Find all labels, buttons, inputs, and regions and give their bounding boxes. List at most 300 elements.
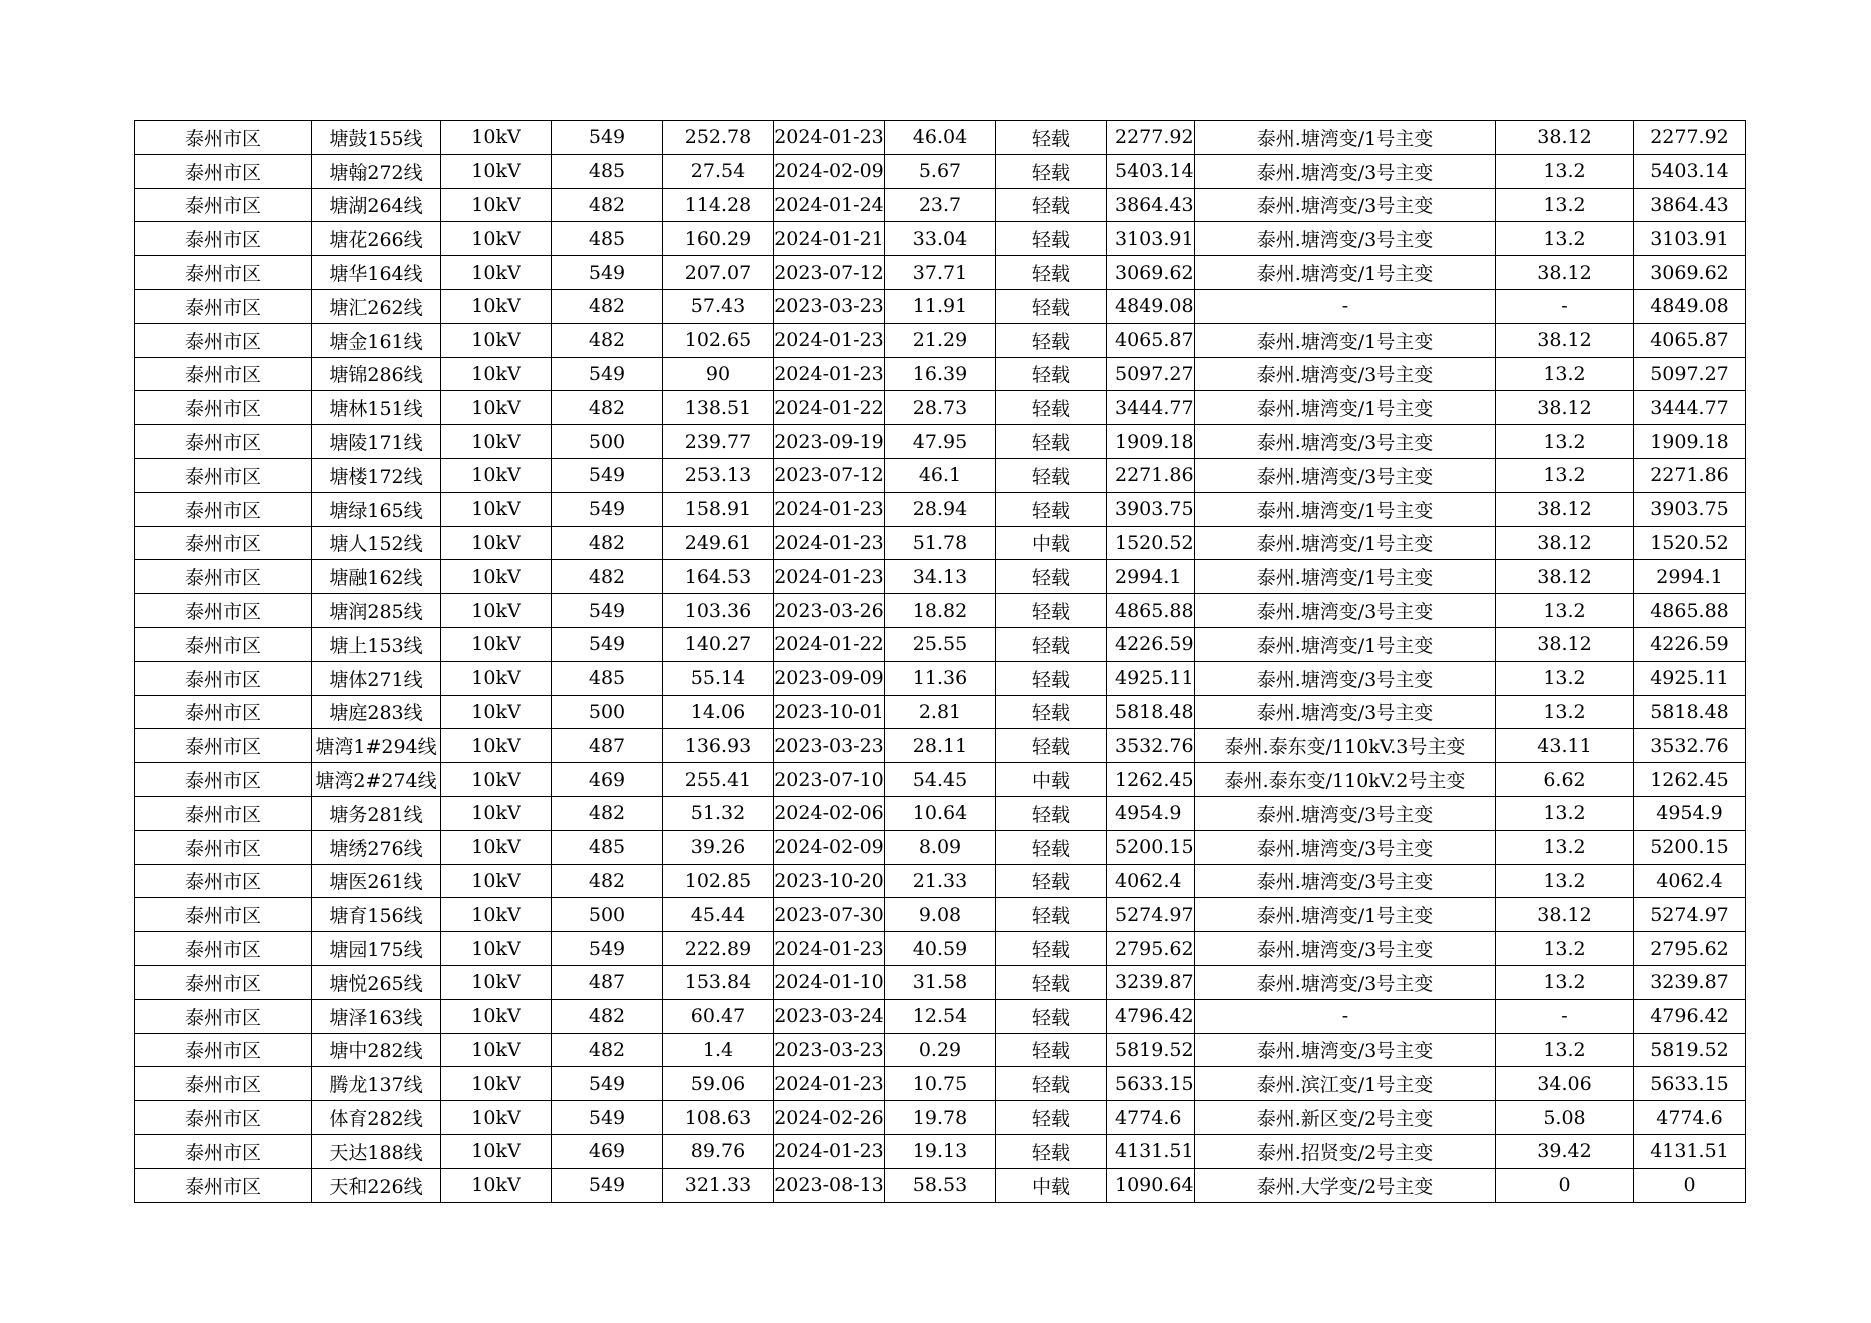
date-cell: 2023-09-19: [774, 425, 885, 459]
transformer-rate-cell: 13.2: [1496, 357, 1634, 391]
region-cell: 泰州市区: [135, 695, 312, 729]
load-rate-cell: 33.04: [885, 222, 996, 256]
region-cell: 泰州市区: [135, 830, 312, 864]
transformer-cell: 泰州.塘湾变/3号主变: [1195, 864, 1496, 898]
table-row: [135, 458, 1746, 492]
date-cell: 2023-07-30: [774, 898, 885, 932]
voltage-cell: 10kV: [441, 323, 552, 357]
date-cell: 2024-01-23: [774, 1067, 885, 1101]
transformer-rate-cell: 5.08: [1496, 1101, 1634, 1135]
available-capacity-cell: 4131.51: [1634, 1134, 1746, 1168]
rated-current-cell: 549: [552, 458, 663, 492]
transformer-cell: 泰州.塘湾变/3号主变: [1195, 425, 1496, 459]
transformer-rate-cell: 38.12: [1496, 898, 1634, 932]
transformer-rate-cell: 13.2: [1496, 661, 1634, 695]
capacity-cell: 3903.75: [1107, 492, 1195, 526]
load-rate-cell: 21.29: [885, 323, 996, 357]
load-status-cell: 轻载: [996, 661, 1107, 695]
transformer-cell: 泰州.塘湾变/1号主变: [1195, 121, 1496, 155]
rated-current-cell: 485: [552, 222, 663, 256]
line-name-cell: 塘园175线: [312, 932, 441, 966]
capacity-cell: 5633.15: [1107, 1067, 1195, 1101]
transformer-cell: 泰州.滨江变/1号主变: [1195, 1067, 1496, 1101]
rated-current-cell: 482: [552, 391, 663, 425]
line-name-cell: 塘人152线: [312, 526, 441, 560]
table-row: [135, 695, 1746, 729]
region-cell: 泰州市区: [135, 729, 312, 763]
available-capacity-cell: 2271.86: [1634, 458, 1746, 492]
current-cell: 14.06: [663, 695, 774, 729]
table-row: [135, 289, 1746, 323]
voltage-cell: 10kV: [441, 425, 552, 459]
table-row: [135, 256, 1746, 290]
current-cell: 321.33: [663, 1168, 774, 1202]
transformer-cell: 泰州.塘湾变/3号主变: [1195, 222, 1496, 256]
available-capacity-cell: 5274.97: [1634, 898, 1746, 932]
line-name-cell: 塘绿165线: [312, 492, 441, 526]
rated-current-cell: 485: [552, 830, 663, 864]
table-row: [135, 425, 1746, 459]
transformer-cell: 泰州.塘湾变/3号主变: [1195, 154, 1496, 188]
voltage-cell: 10kV: [441, 560, 552, 594]
load-rate-cell: 25.55: [885, 627, 996, 661]
transformer-rate-cell: 13.2: [1496, 864, 1634, 898]
load-rate-cell: 34.13: [885, 560, 996, 594]
region-cell: 泰州市区: [135, 864, 312, 898]
date-cell: 2023-03-23: [774, 289, 885, 323]
table-row: [135, 391, 1746, 425]
date-cell: 2023-09-09: [774, 661, 885, 695]
date-cell: 2024-01-23: [774, 526, 885, 560]
load-status-cell: 轻载: [996, 1067, 1107, 1101]
capacity-cell: 3532.76: [1107, 729, 1195, 763]
current-cell: 207.07: [663, 256, 774, 290]
table-row: [135, 121, 1746, 155]
voltage-cell: 10kV: [441, 932, 552, 966]
date-cell: 2024-02-09: [774, 830, 885, 864]
region-cell: 泰州市区: [135, 796, 312, 830]
voltage-cell: 10kV: [441, 627, 552, 661]
capacity-cell: 3103.91: [1107, 222, 1195, 256]
current-cell: 27.54: [663, 154, 774, 188]
capacity-cell: 3444.77: [1107, 391, 1195, 425]
voltage-cell: 10kV: [441, 796, 552, 830]
load-status-cell: 轻载: [996, 864, 1107, 898]
load-rate-cell: 40.59: [885, 932, 996, 966]
transformer-rate-cell: 13.2: [1496, 1033, 1634, 1067]
region-cell: 泰州市区: [135, 965, 312, 999]
date-cell: 2023-07-12: [774, 458, 885, 492]
line-name-cell: 天和226线: [312, 1168, 441, 1202]
voltage-cell: 10kV: [441, 357, 552, 391]
capacity-cell: 4954.9: [1107, 796, 1195, 830]
region-cell: 泰州市区: [135, 560, 312, 594]
line-name-cell: 塘湾2#274线: [312, 763, 441, 797]
available-capacity-cell: 3903.75: [1634, 492, 1746, 526]
voltage-cell: 10kV: [441, 222, 552, 256]
voltage-cell: 10kV: [441, 1134, 552, 1168]
current-cell: 59.06: [663, 1067, 774, 1101]
current-cell: 108.63: [663, 1101, 774, 1135]
load-status-cell: 轻载: [996, 289, 1107, 323]
table-row: [135, 594, 1746, 628]
date-cell: 2024-01-22: [774, 627, 885, 661]
line-name-cell: 体育282线: [312, 1101, 441, 1135]
line-name-cell: 塘润285线: [312, 594, 441, 628]
table-row: [135, 864, 1746, 898]
region-cell: 泰州市区: [135, 1033, 312, 1067]
current-cell: 239.77: [663, 425, 774, 459]
load-status-cell: 轻载: [996, 830, 1107, 864]
line-name-cell: 天达188线: [312, 1134, 441, 1168]
load-status-cell: 轻载: [996, 188, 1107, 222]
rated-current-cell: 549: [552, 492, 663, 526]
current-cell: 103.36: [663, 594, 774, 628]
load-rate-cell: 51.78: [885, 526, 996, 560]
transformer-cell: 泰州.塘湾变/1号主变: [1195, 560, 1496, 594]
voltage-cell: 10kV: [441, 999, 552, 1033]
region-cell: 泰州市区: [135, 154, 312, 188]
date-cell: 2024-02-26: [774, 1101, 885, 1135]
voltage-cell: 10kV: [441, 763, 552, 797]
load-rate-cell: 28.94: [885, 492, 996, 526]
line-name-cell: 塘上153线: [312, 627, 441, 661]
transformer-cell: 泰州.塘湾变/1号主变: [1195, 391, 1496, 425]
current-cell: 57.43: [663, 289, 774, 323]
voltage-cell: 10kV: [441, 256, 552, 290]
available-capacity-cell: 3069.62: [1634, 256, 1746, 290]
load-status-cell: 轻载: [996, 458, 1107, 492]
load-rate-cell: 46.04: [885, 121, 996, 155]
line-name-cell: 塘育156线: [312, 898, 441, 932]
table-row: [135, 526, 1746, 560]
voltage-cell: 10kV: [441, 458, 552, 492]
load-rate-cell: 10.75: [885, 1067, 996, 1101]
load-rate-cell: 8.09: [885, 830, 996, 864]
transformer-rate-cell: 13.2: [1496, 594, 1634, 628]
region-cell: 泰州市区: [135, 492, 312, 526]
current-cell: 45.44: [663, 898, 774, 932]
transformer-rate-cell: 13.2: [1496, 458, 1634, 492]
available-capacity-cell: 3532.76: [1634, 729, 1746, 763]
date-cell: 2023-03-26: [774, 594, 885, 628]
available-capacity-cell: 1520.52: [1634, 526, 1746, 560]
date-cell: 2023-03-24: [774, 999, 885, 1033]
line-name-cell: 塘华164线: [312, 256, 441, 290]
current-cell: 102.85: [663, 864, 774, 898]
region-cell: 泰州市区: [135, 594, 312, 628]
date-cell: 2024-01-23: [774, 932, 885, 966]
line-name-cell: 塘泽163线: [312, 999, 441, 1033]
rated-current-cell: 469: [552, 763, 663, 797]
line-name-cell: 塘务281线: [312, 796, 441, 830]
available-capacity-cell: 1262.45: [1634, 763, 1746, 797]
transformer-rate-cell: 13.2: [1496, 830, 1634, 864]
rated-current-cell: 549: [552, 627, 663, 661]
load-status-cell: 轻载: [996, 425, 1107, 459]
available-capacity-cell: 3864.43: [1634, 188, 1746, 222]
transformer-rate-cell: 6.62: [1496, 763, 1634, 797]
table-row: [135, 965, 1746, 999]
line-name-cell: 塘湖264线: [312, 188, 441, 222]
load-rate-cell: 28.11: [885, 729, 996, 763]
region-cell: 泰州市区: [135, 1134, 312, 1168]
rated-current-cell: 482: [552, 1033, 663, 1067]
load-status-cell: 轻载: [996, 796, 1107, 830]
region-cell: 泰州市区: [135, 1168, 312, 1202]
load-status-cell: 轻载: [996, 932, 1107, 966]
available-capacity-cell: 5097.27: [1634, 357, 1746, 391]
load-status-cell: 中载: [996, 526, 1107, 560]
capacity-cell: 1262.45: [1107, 763, 1195, 797]
transformer-rate-cell: 38.12: [1496, 323, 1634, 357]
date-cell: 2024-01-23: [774, 121, 885, 155]
region-cell: 泰州市区: [135, 391, 312, 425]
date-cell: 2024-01-22: [774, 391, 885, 425]
available-capacity-cell: 4796.42: [1634, 999, 1746, 1033]
transformer-cell: 泰州.塘湾变/3号主变: [1195, 965, 1496, 999]
load-rate-cell: 18.82: [885, 594, 996, 628]
region-cell: 泰州市区: [135, 357, 312, 391]
transformer-rate-cell: 0: [1496, 1168, 1634, 1202]
date-cell: 2023-03-23: [774, 729, 885, 763]
available-capacity-cell: 4925.11: [1634, 661, 1746, 695]
load-status-cell: 轻载: [996, 121, 1107, 155]
rated-current-cell: 500: [552, 425, 663, 459]
load-rate-cell: 23.7: [885, 188, 996, 222]
rated-current-cell: 549: [552, 1168, 663, 1202]
capacity-cell: 1520.52: [1107, 526, 1195, 560]
current-cell: 153.84: [663, 965, 774, 999]
load-rate-cell: 37.71: [885, 256, 996, 290]
rated-current-cell: 482: [552, 289, 663, 323]
load-rate-cell: 16.39: [885, 357, 996, 391]
transformer-rate-cell: 13.2: [1496, 932, 1634, 966]
voltage-cell: 10kV: [441, 695, 552, 729]
voltage-cell: 10kV: [441, 898, 552, 932]
load-rate-cell: 2.81: [885, 695, 996, 729]
capacity-cell: 4925.11: [1107, 661, 1195, 695]
rated-current-cell: 482: [552, 560, 663, 594]
current-cell: 1.4: [663, 1033, 774, 1067]
voltage-cell: 10kV: [441, 594, 552, 628]
rated-current-cell: 487: [552, 729, 663, 763]
transformer-rate-cell: -: [1496, 999, 1634, 1033]
table-row: [135, 898, 1746, 932]
table-row: [135, 627, 1746, 661]
table-row: [135, 492, 1746, 526]
load-rate-cell: 46.1: [885, 458, 996, 492]
line-name-cell: 塘金161线: [312, 323, 441, 357]
transformer-cell: 泰州.塘湾变/1号主变: [1195, 627, 1496, 661]
rated-current-cell: 549: [552, 121, 663, 155]
current-cell: 255.41: [663, 763, 774, 797]
date-cell: 2023-08-13: [774, 1168, 885, 1202]
capacity-cell: 4796.42: [1107, 999, 1195, 1033]
date-cell: 2023-10-01: [774, 695, 885, 729]
rated-current-cell: 485: [552, 661, 663, 695]
line-name-cell: 塘中282线: [312, 1033, 441, 1067]
transformer-rate-cell: 38.12: [1496, 492, 1634, 526]
current-cell: 138.51: [663, 391, 774, 425]
load-rate-cell: 5.67: [885, 154, 996, 188]
capacity-cell: 4849.08: [1107, 289, 1195, 323]
transformer-cell: 泰州.大学变/2号主变: [1195, 1168, 1496, 1202]
transformer-rate-cell: 38.12: [1496, 121, 1634, 155]
capacity-cell: 2994.1: [1107, 560, 1195, 594]
region-cell: 泰州市区: [135, 526, 312, 560]
region-cell: 泰州市区: [135, 898, 312, 932]
capacity-cell: 2271.86: [1107, 458, 1195, 492]
table-row: [135, 661, 1746, 695]
date-cell: 2024-01-23: [774, 492, 885, 526]
current-cell: 164.53: [663, 560, 774, 594]
line-name-cell: 塘锦286线: [312, 357, 441, 391]
table-row: [135, 323, 1746, 357]
transformer-rate-cell: 38.12: [1496, 256, 1634, 290]
table-row: [135, 729, 1746, 763]
rated-current-cell: 487: [552, 965, 663, 999]
capacity-cell: 2277.92: [1107, 121, 1195, 155]
transformer-rate-cell: 13.2: [1496, 154, 1634, 188]
region-cell: 泰州市区: [135, 1067, 312, 1101]
voltage-cell: 10kV: [441, 1168, 552, 1202]
table-body: [135, 121, 1746, 1203]
available-capacity-cell: 5818.48: [1634, 695, 1746, 729]
current-cell: 136.93: [663, 729, 774, 763]
load-table: [134, 120, 1746, 1203]
voltage-cell: 10kV: [441, 864, 552, 898]
load-status-cell: 轻载: [996, 999, 1107, 1033]
available-capacity-cell: 5200.15: [1634, 830, 1746, 864]
voltage-cell: 10kV: [441, 830, 552, 864]
transformer-rate-cell: -: [1496, 289, 1634, 323]
available-capacity-cell: 2994.1: [1634, 560, 1746, 594]
current-cell: 90: [663, 357, 774, 391]
rated-current-cell: 469: [552, 1134, 663, 1168]
current-cell: 252.78: [663, 121, 774, 155]
load-status-cell: 轻载: [996, 695, 1107, 729]
load-status-cell: 轻载: [996, 222, 1107, 256]
voltage-cell: 10kV: [441, 289, 552, 323]
line-name-cell: 塘鼓155线: [312, 121, 441, 155]
current-cell: 39.26: [663, 830, 774, 864]
capacity-cell: 4065.87: [1107, 323, 1195, 357]
rated-current-cell: 549: [552, 1067, 663, 1101]
load-status-cell: 轻载: [996, 323, 1107, 357]
capacity-cell: 5200.15: [1107, 830, 1195, 864]
capacity-cell: 1090.64: [1107, 1168, 1195, 1202]
available-capacity-cell: 0: [1634, 1168, 1746, 1202]
transformer-cell: 泰州.塘湾变/3号主变: [1195, 1033, 1496, 1067]
region-cell: 泰州市区: [135, 458, 312, 492]
date-cell: 2024-01-23: [774, 323, 885, 357]
transformer-rate-cell: 43.11: [1496, 729, 1634, 763]
transformer-rate-cell: 34.06: [1496, 1067, 1634, 1101]
rated-current-cell: 482: [552, 323, 663, 357]
available-capacity-cell: 2277.92: [1634, 121, 1746, 155]
capacity-cell: 1909.18: [1107, 425, 1195, 459]
load-status-cell: 轻载: [996, 560, 1107, 594]
date-cell: 2023-07-10: [774, 763, 885, 797]
current-cell: 160.29: [663, 222, 774, 256]
rated-current-cell: 482: [552, 526, 663, 560]
load-rate-cell: 19.13: [885, 1134, 996, 1168]
line-name-cell: 塘汇262线: [312, 289, 441, 323]
line-name-cell: 腾龙137线: [312, 1067, 441, 1101]
transformer-cell: 泰州.塘湾变/3号主变: [1195, 357, 1496, 391]
transformer-cell: 泰州.塘湾变/1号主变: [1195, 256, 1496, 290]
transformer-rate-cell: 13.2: [1496, 222, 1634, 256]
line-name-cell: 塘医261线: [312, 864, 441, 898]
rated-current-cell: 482: [552, 796, 663, 830]
rated-current-cell: 485: [552, 154, 663, 188]
current-cell: 55.14: [663, 661, 774, 695]
voltage-cell: 10kV: [441, 526, 552, 560]
region-cell: 泰州市区: [135, 222, 312, 256]
load-status-cell: 轻载: [996, 627, 1107, 661]
load-rate-cell: 12.54: [885, 999, 996, 1033]
load-rate-cell: 0.29: [885, 1033, 996, 1067]
line-name-cell: 塘林151线: [312, 391, 441, 425]
transformer-rate-cell: 38.12: [1496, 526, 1634, 560]
capacity-cell: 4226.59: [1107, 627, 1195, 661]
transformer-cell: 泰州.塘湾变/1号主变: [1195, 323, 1496, 357]
line-name-cell: 塘融162线: [312, 560, 441, 594]
transformer-rate-cell: 13.2: [1496, 796, 1634, 830]
current-cell: 253.13: [663, 458, 774, 492]
table-row: [135, 932, 1746, 966]
region-cell: 泰州市区: [135, 932, 312, 966]
table-row: [135, 763, 1746, 797]
capacity-cell: 4131.51: [1107, 1134, 1195, 1168]
date-cell: 2024-02-06: [774, 796, 885, 830]
capacity-cell: 5818.48: [1107, 695, 1195, 729]
transformer-cell: 泰州.塘湾变/3号主变: [1195, 830, 1496, 864]
transformer-rate-cell: 38.12: [1496, 391, 1634, 425]
voltage-cell: 10kV: [441, 661, 552, 695]
transformer-cell: 泰州.塘湾变/3号主变: [1195, 661, 1496, 695]
load-rate-cell: 21.33: [885, 864, 996, 898]
transformer-rate-cell: 38.12: [1496, 627, 1634, 661]
transformer-rate-cell: 13.2: [1496, 695, 1634, 729]
load-status-cell: 轻载: [996, 729, 1107, 763]
current-cell: 158.91: [663, 492, 774, 526]
capacity-cell: 4774.6: [1107, 1101, 1195, 1135]
table-row: [135, 1168, 1746, 1202]
current-cell: 114.28: [663, 188, 774, 222]
load-status-cell: 轻载: [996, 154, 1107, 188]
region-cell: 泰州市区: [135, 188, 312, 222]
available-capacity-cell: 4065.87: [1634, 323, 1746, 357]
available-capacity-cell: 4774.6: [1634, 1101, 1746, 1135]
transformer-cell: 泰州.泰东变/110kV.3号主变: [1195, 729, 1496, 763]
rated-current-cell: 482: [552, 864, 663, 898]
table-row: [135, 1033, 1746, 1067]
transformer-cell: 泰州.塘湾变/3号主变: [1195, 458, 1496, 492]
rated-current-cell: 549: [552, 1101, 663, 1135]
voltage-cell: 10kV: [441, 154, 552, 188]
table-row: [135, 830, 1746, 864]
voltage-cell: 10kV: [441, 391, 552, 425]
transformer-cell: -: [1195, 999, 1496, 1033]
line-name-cell: 塘悦265线: [312, 965, 441, 999]
voltage-cell: 10kV: [441, 965, 552, 999]
available-capacity-cell: 4849.08: [1634, 289, 1746, 323]
table-row: [135, 222, 1746, 256]
available-capacity-cell: 3444.77: [1634, 391, 1746, 425]
load-status-cell: 轻载: [996, 898, 1107, 932]
